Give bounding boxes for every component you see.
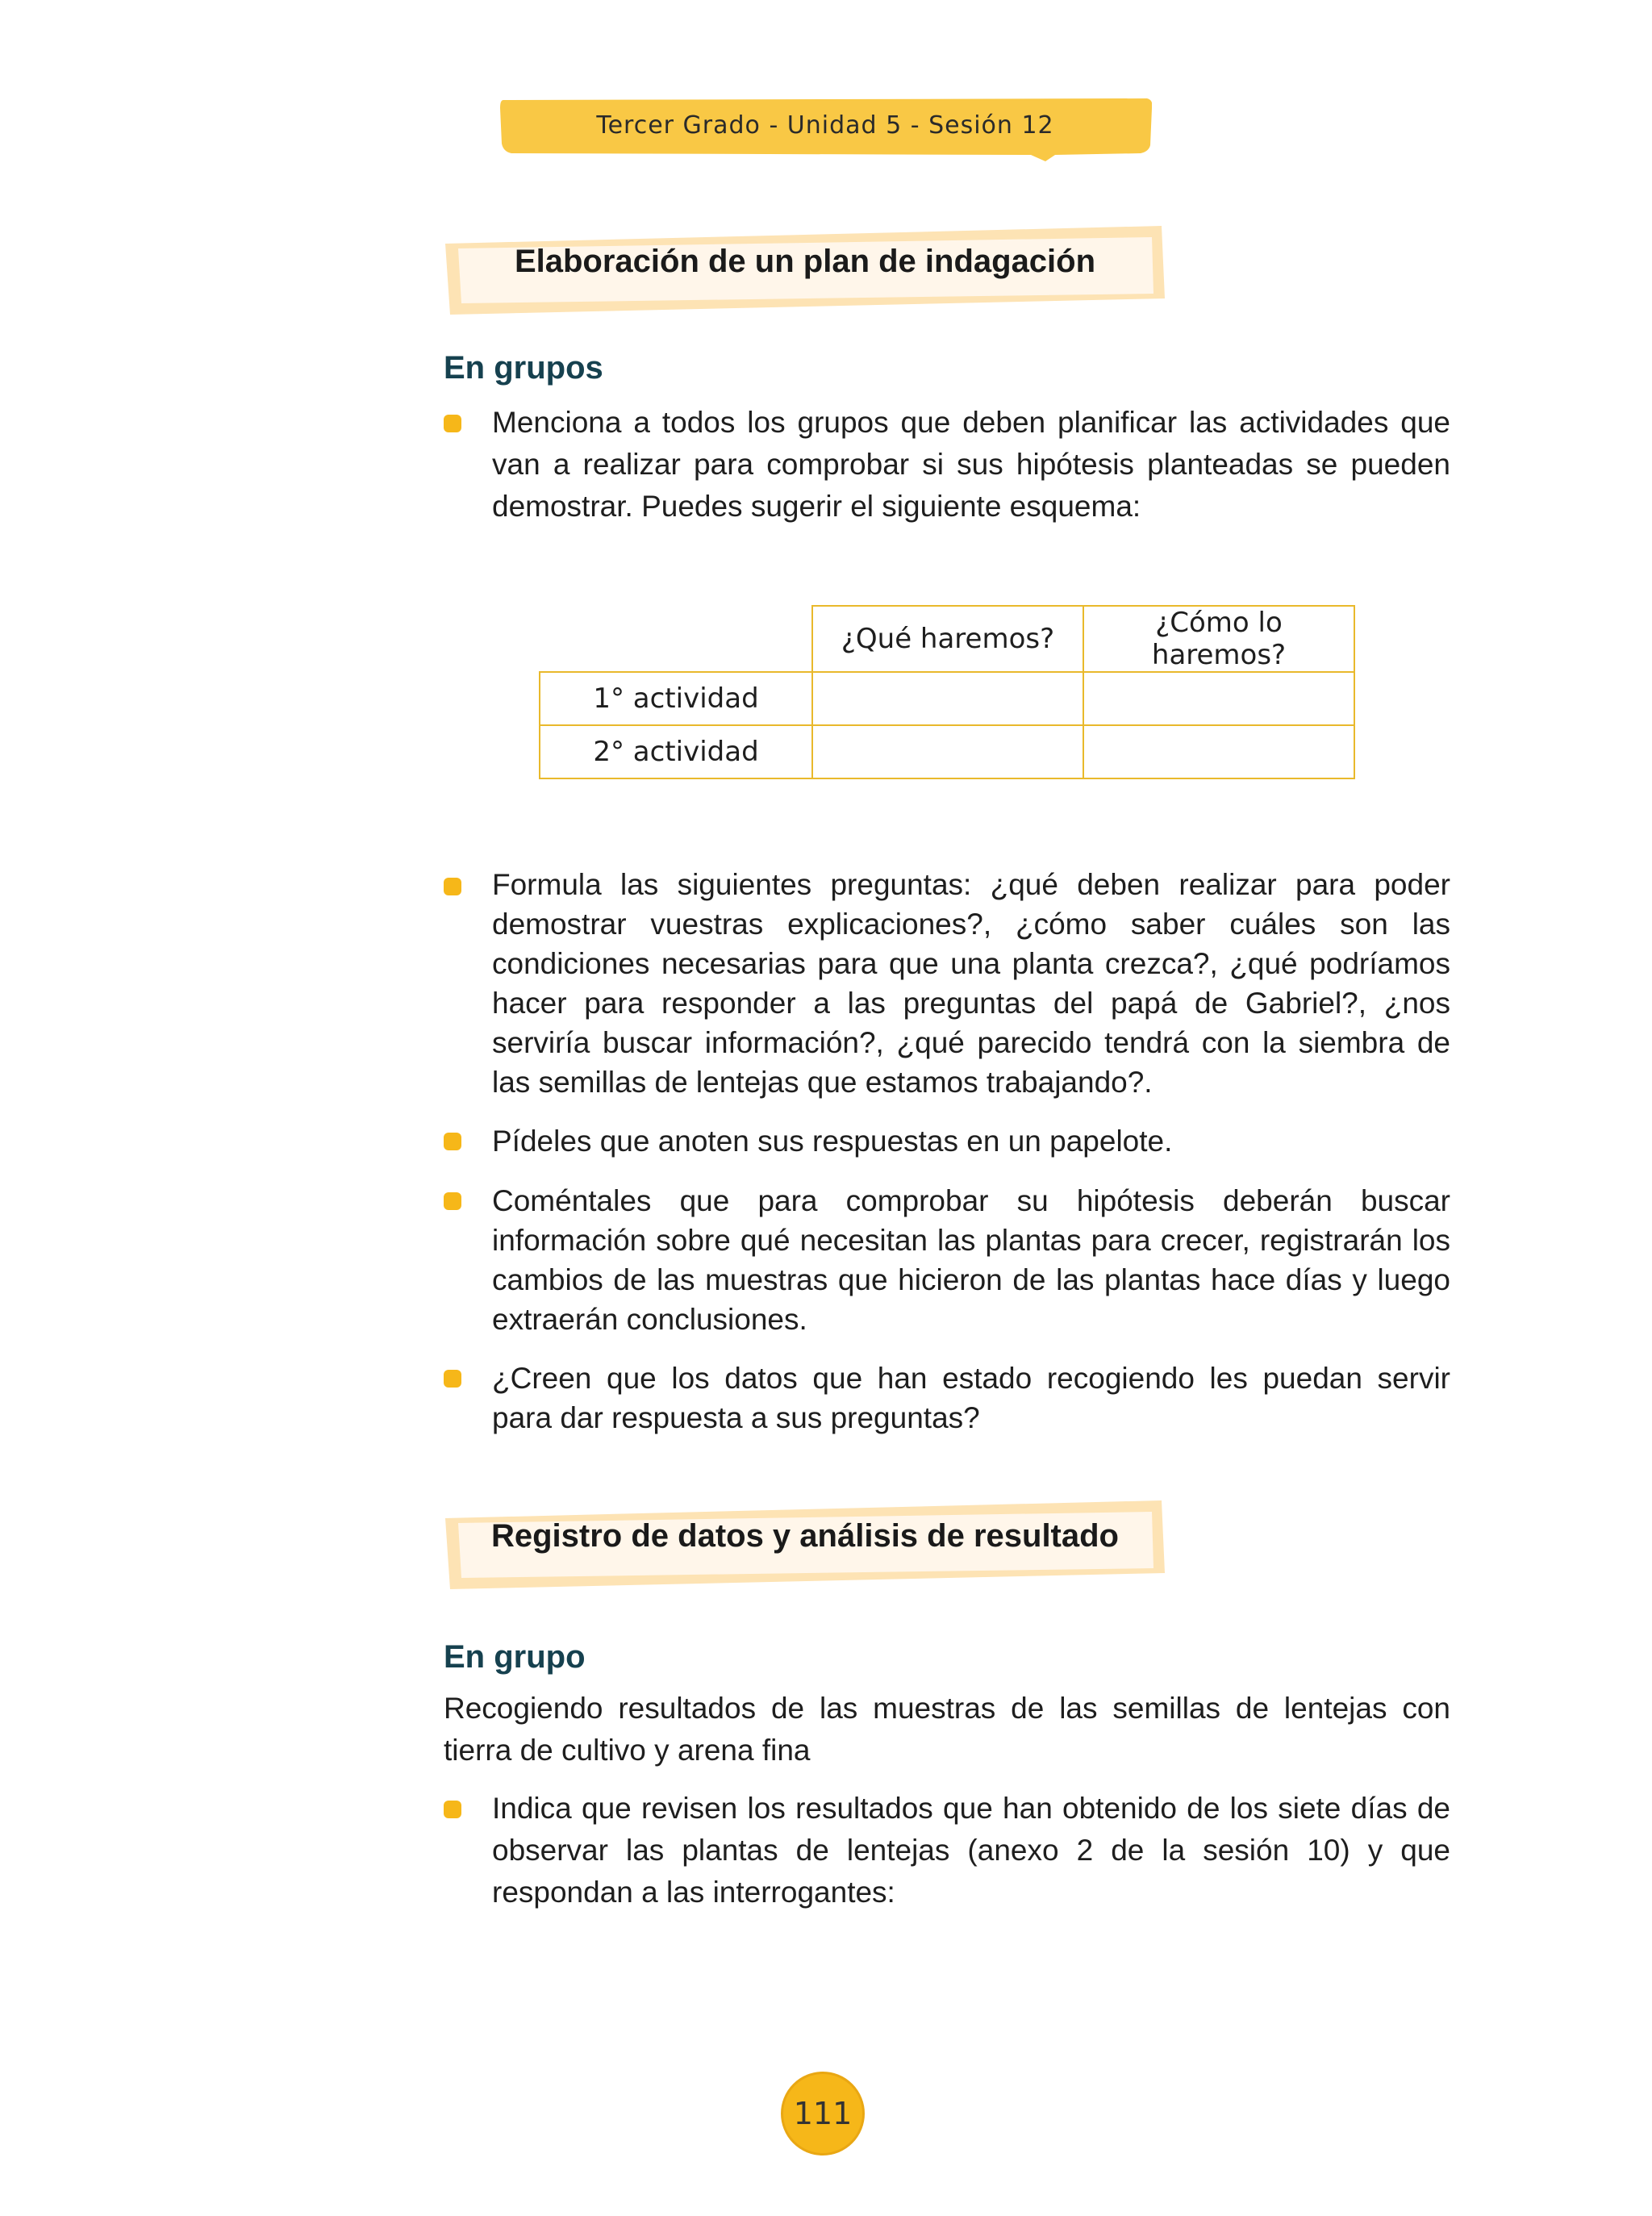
table-corner-cell	[540, 606, 812, 672]
bullet-marker	[444, 1192, 461, 1210]
table-header-row	[540, 606, 1354, 672]
bullet-text: Coméntales que para comprobar su hipótesis deberán buscar información sobre qué necesitan las plantas para crecer, registrarán los cambios de las muestras que hicieron de las plantas hace días y luego extraerán conclusiones.	[492, 1184, 1450, 1336]
bullet-text: ¿Creen que los datos que han estado recogiendo les puedan servir para dar respuesta a sus preguntas?	[492, 1362, 1450, 1434]
bullet-text: Pídeles que anoten sus respuestas en un papelote.	[492, 1125, 1173, 1158]
page-number: 111	[781, 2072, 865, 2155]
table-cell	[812, 672, 1083, 725]
intro-text: Recogiendo resultados de las muestras de las semillas de lentejas con tierra de cultivo y arena fina	[444, 1692, 1450, 1767]
table-row-label: 2° actividad	[540, 725, 812, 778]
bullet-text: Formula las siguientes preguntas: ¿qué deben realizar para poder demostrar vuestras explicaciones?, ¿cómo saber cuáles son las condiciones necesarias para que una planta crezca?, ¿qué podríamos hacer para responder a las preguntas del papá de Gabriel?, ¿nos serviría buscar información?, ¿qué parecido tendrá con la siembra de las semillas de lentejas que estamos trabajando?.	[492, 868, 1450, 1099]
section-title: Elaboración de un plan de indagación	[514, 244, 1096, 279]
header-label: Tercer Grado - Unidad 5 - Sesión 12	[596, 111, 1054, 140]
section-banner-plan	[442, 224, 1168, 321]
table-cell	[812, 725, 1083, 778]
table-header-cell: ¿Cómo lo haremos?	[1083, 606, 1354, 672]
bullet-marker	[444, 1133, 461, 1150]
bullet-marker	[444, 1801, 461, 1818]
table-cell	[1083, 672, 1354, 725]
plan-table	[539, 605, 1355, 779]
bullet-marker	[444, 415, 461, 432]
bullet-marker	[444, 1370, 461, 1388]
subheading-en-grupo: En grupo	[444, 1639, 586, 1675]
bullet-marker	[444, 878, 461, 895]
table-row	[540, 672, 1354, 725]
unit-header-tab	[499, 95, 1152, 161]
table-row	[540, 725, 1354, 778]
table-header-cell: ¿Qué haremos?	[812, 606, 1083, 672]
section-banner-registro	[442, 1499, 1168, 1596]
subheading-en-grupos: En grupos	[444, 350, 603, 386]
table-row-label: 1° actividad	[540, 672, 812, 725]
bullet-text: Indica que revisen los resultados que han obtenido de los siete días de observar las plantas de lentejas (anexo 2 de la sesión 10) y que respondan a las interrogantes:	[492, 1792, 1450, 1909]
table-cell	[1083, 725, 1354, 778]
section-title: Registro de datos y análisis de resultado	[490, 1518, 1119, 1554]
bullet-text: Menciona a todos los grupos que deben planificar las actividades que van a realizar para comprobar si sus hipótesis planteadas se pueden demostrar. Puedes sugerir el siguiente esquema:	[492, 406, 1450, 523]
